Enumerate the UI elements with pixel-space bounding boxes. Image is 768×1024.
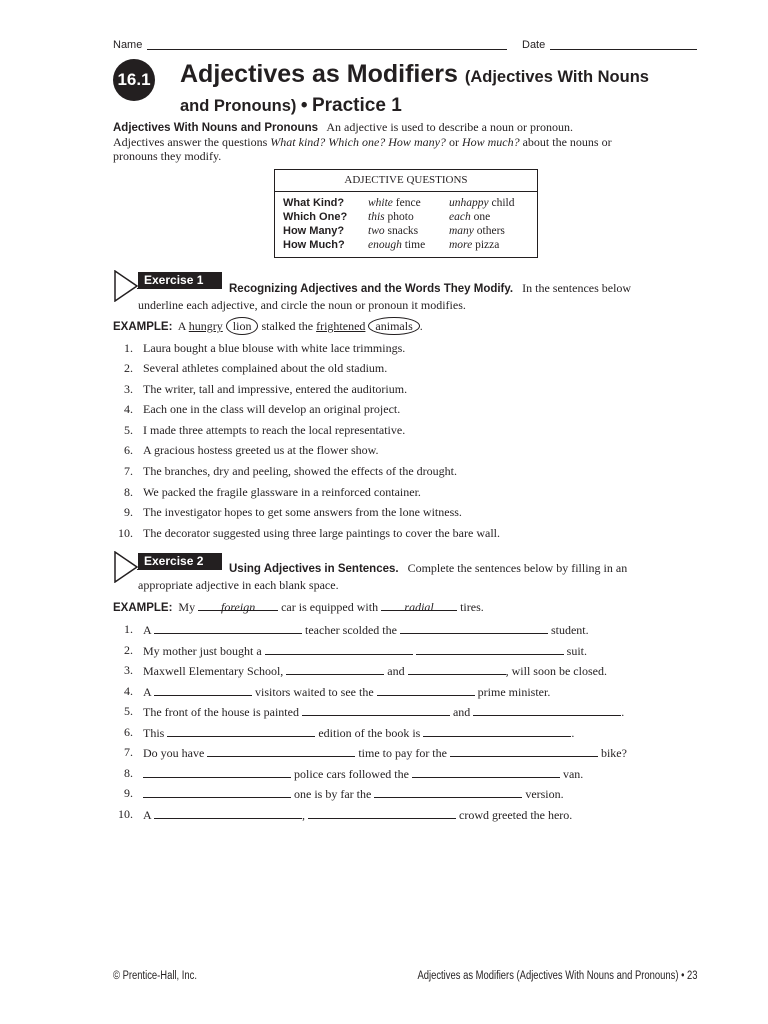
- date-label: Date: [522, 39, 546, 51]
- table-example-2: [449, 196, 514, 210]
- sentence-part: teacher scolded the: [305, 623, 397, 637]
- answer-blank[interactable]: [308, 806, 456, 819]
- adjective-questions-table: [274, 169, 538, 258]
- example-label: EXAMPLE:: [113, 321, 173, 333]
- example-noun: snacks: [384, 225, 419, 237]
- item-sentence[interactable]: The decorator suggested using three large paintings to cover the bare wall.: [143, 526, 500, 540]
- table-example-2: [449, 224, 505, 238]
- sentence-part: time to pay for the: [358, 746, 447, 760]
- exercise-1-item: [113, 525, 693, 541]
- answer-blank[interactable]: [143, 785, 291, 798]
- item-sentence: [143, 785, 564, 802]
- item-sentence: [143, 703, 624, 720]
- example-underlined-adjective: hungry: [188, 319, 223, 333]
- item-sentence[interactable]: Each one in the class will develop an original project.: [143, 402, 401, 416]
- example-noun: child: [488, 197, 515, 209]
- table-row: [275, 238, 537, 252]
- sentence-part: version.: [525, 787, 564, 801]
- sentence-part: ,: [302, 808, 306, 822]
- example-label: EXAMPLE:: [113, 602, 173, 614]
- answer-blank[interactable]: [154, 621, 302, 634]
- answer-blank[interactable]: [286, 662, 384, 675]
- table-heading: ADJECTIVE QUESTIONS: [275, 170, 537, 192]
- table-example-1: [368, 210, 414, 224]
- item-number: 3.: [124, 663, 133, 677]
- title-sep: •: [300, 95, 308, 116]
- intro-line2a: Adjectives answer the questions: [113, 135, 271, 149]
- exercise-2-instr1: Complete the sentences below by filling in an: [407, 561, 628, 575]
- intro-questions: What kind? Which one? How many?: [270, 135, 446, 149]
- exercise-2-item: [113, 724, 693, 740]
- exercise-2-instructions: [113, 560, 673, 593]
- item-sentence: [143, 642, 587, 659]
- item-number: 10.: [118, 526, 133, 540]
- example-word: car is equipped with: [281, 600, 379, 614]
- intro-lead: Adjectives With Nouns and Pronouns: [113, 122, 318, 134]
- sentence-part: .: [621, 705, 625, 719]
- item-sentence: [143, 662, 607, 679]
- item-sentence: [143, 683, 550, 700]
- exercise-1-instr2: underline each adjective, and circle the noun or pronoun it modifies.: [138, 298, 466, 312]
- answer-blank[interactable]: [207, 744, 355, 757]
- page-title: [180, 60, 649, 89]
- title-paren-1: (Adjectives With Nouns: [464, 68, 649, 86]
- example-word: stalked the: [261, 319, 314, 333]
- item-sentence[interactable]: A gracious hostess greeted us at the flower show.: [143, 443, 379, 457]
- date-field[interactable]: [550, 49, 697, 50]
- intro-line1: An adjective is used to describe a noun or pronoun.: [326, 120, 573, 134]
- table-example-2: [449, 210, 490, 224]
- item-sentence[interactable]: Laura bought a blue blouse with white lace trimmings.: [143, 341, 406, 355]
- intro-line3: pronouns they modify.: [113, 149, 222, 163]
- exercise-2-item: [113, 662, 693, 678]
- example-noun: one: [470, 211, 491, 223]
- example-adjective: unhappy: [449, 197, 489, 209]
- item-number: 2.: [124, 643, 133, 657]
- lesson-number-badge: 16.1: [113, 59, 155, 101]
- example-noun: fence: [392, 197, 421, 209]
- exercise-2-item: [113, 806, 693, 822]
- answer-blank[interactable]: [265, 642, 413, 655]
- exercise-2-example: [113, 598, 484, 616]
- exercise-1-item: [113, 484, 693, 500]
- item-number: 9.: [124, 505, 133, 519]
- sentence-part: visitors waited to see the: [255, 685, 374, 699]
- exercise-2-instr2: appropriate adjective in each blank space.: [138, 578, 339, 592]
- item-number: 8.: [124, 766, 133, 780]
- intro-line2b: about the nouns or: [519, 135, 612, 149]
- answer-blank[interactable]: [408, 662, 506, 675]
- table-example-2: [449, 238, 499, 252]
- exercise-1-heading: Recognizing Adjectives and the Words They Modify.: [229, 283, 514, 295]
- item-number: 4.: [124, 402, 133, 416]
- name-label: Name: [113, 39, 143, 51]
- item-sentence[interactable]: We packed the fragile glassware in a reinforced container.: [143, 485, 421, 499]
- example-noun: photo: [384, 211, 414, 223]
- exercise-1-instr1: In the sentences below: [522, 281, 632, 295]
- sentence-part: Do you have: [143, 746, 205, 760]
- table-row: [275, 224, 537, 238]
- table-example-1: [368, 224, 418, 238]
- item-number: 1.: [124, 622, 133, 636]
- table-question: How Much?: [283, 239, 345, 251]
- exercise-1-item: [113, 504, 693, 520]
- title-practice: Practice 1: [311, 95, 402, 116]
- table-question: How Many?: [283, 225, 345, 237]
- sentence-part: police cars followed the: [294, 767, 409, 781]
- exercise-1-item: [113, 463, 693, 479]
- exercise-2-item: [113, 785, 693, 801]
- sentence-part: and: [387, 664, 405, 678]
- title-paren-2: and Pronouns): [180, 97, 297, 115]
- exercise-2-heading: Using Adjectives in Sentences.: [229, 563, 399, 575]
- exercise-1-item: [113, 401, 693, 417]
- exercise-1-item: [113, 340, 693, 356]
- footer-page-info: Adjectives as Modifiers (Adjectives With Nouns and Pronouns) • 23: [417, 970, 698, 982]
- footer-copyright: © Prentice-Hall, Inc.: [113, 970, 197, 982]
- answer-blank[interactable]: [143, 765, 291, 778]
- example-noun: others: [473, 225, 505, 237]
- answer-blank[interactable]: [450, 744, 598, 757]
- table-example-1: [368, 238, 425, 252]
- sentence-part: suit.: [566, 644, 588, 658]
- item-number: 3.: [124, 382, 133, 396]
- page-subtitle: [180, 95, 402, 117]
- sentence-part: The front of the house is painted: [143, 705, 299, 719]
- item-sentence: [143, 621, 589, 638]
- example-underlined-adjective: frightened: [316, 319, 366, 333]
- answer-blank[interactable]: [423, 724, 571, 737]
- sentence-part: student.: [550, 623, 589, 637]
- exercise-2-item: [113, 765, 693, 781]
- sentence-part: This: [143, 726, 165, 740]
- name-field[interactable]: [147, 49, 507, 50]
- example-noun: time: [401, 239, 426, 251]
- item-number: 1.: [124, 341, 133, 355]
- sentence-part: Maxwell Elementary School,: [143, 664, 284, 678]
- item-sentence: [143, 806, 572, 823]
- intro-question-much: How much?: [461, 135, 520, 149]
- exercise-2-item: [113, 744, 693, 760]
- sentence-part: edition of the book is: [318, 726, 421, 740]
- item-number: 6.: [124, 725, 133, 739]
- table-example-1: [368, 196, 421, 210]
- item-sentence: [143, 765, 583, 782]
- sentence-part: .: [571, 726, 575, 740]
- answer-blank[interactable]: [377, 683, 475, 696]
- sentence-part: My mother just bought a: [143, 644, 262, 658]
- table-question: What Kind?: [283, 197, 345, 209]
- title-main: Adjectives as Modifiers: [180, 60, 458, 88]
- example-adjective: many: [449, 225, 474, 237]
- example-word: tires.: [460, 600, 484, 614]
- example-circled-noun: lion: [226, 317, 259, 335]
- answer-blank[interactable]: [412, 765, 560, 778]
- item-number: 8.: [124, 485, 133, 499]
- answer-blank[interactable]: [302, 703, 450, 716]
- answer-blank[interactable]: [416, 642, 564, 655]
- exercise-1-item: [113, 381, 693, 397]
- sentence-part: A: [143, 808, 152, 822]
- exercise-1-label: Exercise 1: [138, 272, 222, 288]
- answer-blank[interactable]: [473, 703, 621, 716]
- example-word: My: [178, 600, 196, 614]
- example-noun: pizza: [472, 239, 500, 251]
- example-adjective: white: [368, 197, 393, 209]
- exercise-1-item: [113, 442, 693, 458]
- sentence-part: A: [143, 685, 152, 699]
- sentence-part: bike?: [600, 746, 627, 760]
- item-sentence[interactable]: Several athletes complained about the old stadium.: [143, 361, 388, 375]
- item-sentence[interactable]: The writer, tall and impressive, entered the auditorium.: [143, 382, 408, 396]
- sentence-part: van.: [562, 767, 584, 781]
- item-number: 2.: [124, 361, 133, 375]
- sentence-part: crowd greeted the hero.: [459, 808, 573, 822]
- exercise-1-example: [113, 317, 423, 335]
- sentence-part: , will soon be closed.: [505, 664, 607, 678]
- item-number: 4.: [124, 684, 133, 698]
- answer-blank[interactable]: [374, 785, 522, 798]
- item-number: 5.: [124, 704, 133, 718]
- table-question: Which One?: [283, 211, 348, 223]
- example-word: A: [177, 319, 186, 333]
- example-adjective: enough: [368, 239, 402, 251]
- exercise-2-label: Exercise 2: [138, 553, 222, 569]
- sentence-part: one is by far the: [294, 787, 372, 801]
- sentence-part: and: [452, 705, 471, 719]
- example-filled-blank: foreign: [198, 598, 278, 611]
- example-filled-blank: radial: [381, 598, 457, 611]
- item-number: 10.: [118, 807, 133, 821]
- exercise-1-item: [113, 360, 693, 376]
- example-adjective: this: [368, 211, 385, 223]
- item-sentence: [143, 724, 574, 741]
- item-number: 6.: [124, 443, 133, 457]
- answer-blank[interactable]: [154, 683, 252, 696]
- item-sentence: [143, 744, 627, 761]
- example-adjective: each: [449, 211, 471, 223]
- answer-blank[interactable]: [154, 806, 302, 819]
- sentence-part: A: [143, 623, 152, 637]
- item-number: 9.: [124, 786, 133, 800]
- item-number: 7.: [124, 464, 133, 478]
- exercise-2-item: [113, 621, 693, 637]
- item-number: 7.: [124, 745, 133, 759]
- item-number: 5.: [124, 423, 133, 437]
- sentence-part: prime minister.: [477, 685, 551, 699]
- exercise-1-instructions: [113, 280, 673, 313]
- intro-or: or: [445, 135, 462, 149]
- example-circled-noun: animals: [368, 317, 419, 335]
- item-sentence[interactable]: I made three attempts to reach the local representative.: [143, 423, 406, 437]
- answer-blank[interactable]: [400, 621, 548, 634]
- item-sentence[interactable]: The branches, dry and peeling, showed the effects of the drought.: [143, 464, 458, 478]
- answer-blank[interactable]: [167, 724, 315, 737]
- exercise-1-item: [113, 422, 693, 438]
- exercise-2-item: [113, 683, 693, 699]
- exercise-2-item: [113, 642, 693, 658]
- item-sentence[interactable]: The investigator hopes to get some answers from the lone witness.: [143, 505, 462, 519]
- example-adjective: two: [368, 225, 385, 237]
- example-adjective: more: [449, 239, 473, 251]
- exercise-2-item: [113, 703, 693, 719]
- intro-paragraph: [113, 120, 693, 163]
- table-row: [275, 210, 537, 224]
- table-row: [275, 196, 537, 210]
- example-period: .: [419, 319, 423, 333]
